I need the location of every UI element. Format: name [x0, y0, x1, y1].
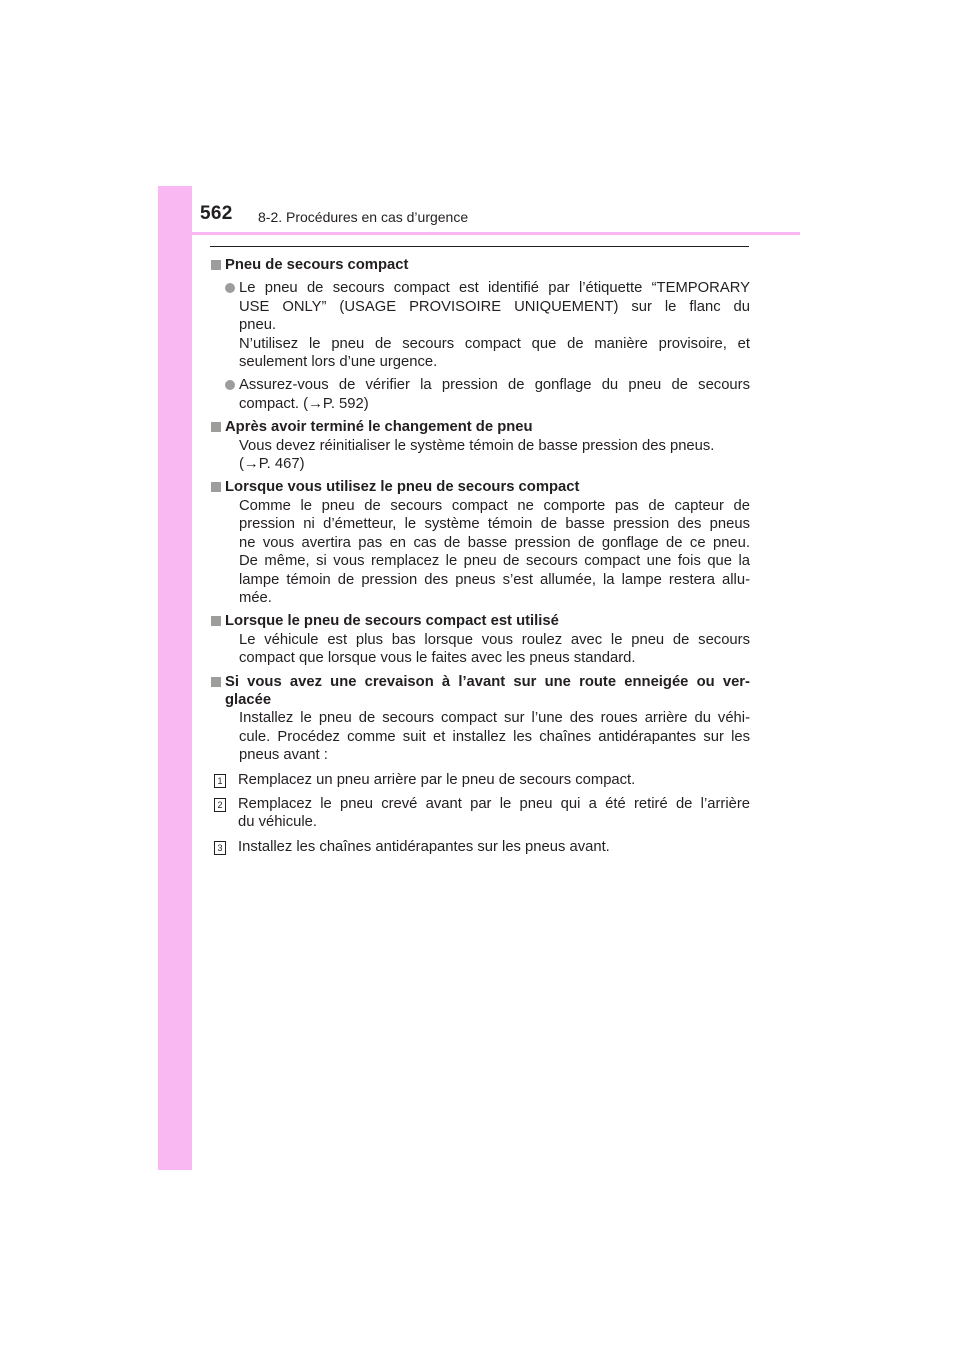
text-line: Le pneu de secours compact est identifié par l’étiquette “TEMPORARY: [239, 280, 750, 297]
text-line: Vous devez réinitialiser le système témoin de basse pression des pneus.: [239, 437, 715, 454]
heading-compact-spare: Pneu de secours compact: [210, 256, 750, 274]
text-line: glacée: [225, 691, 272, 708]
step-2: [210, 795, 750, 832]
text-line: Remplacez le pneu crevé avant par le pneu qui a été retiré de l’arrière: [238, 795, 750, 812]
text-line: ne vous avertira pas en cas de basse pression de gonflage de ce pneu.: [239, 534, 750, 551]
step-number-badge: 1: [214, 774, 226, 788]
circle-bullet-icon: [225, 380, 235, 390]
bullet-check-pressure: [210, 376, 750, 413]
text-line: compact que lorsque vous le faites avec les pneus standard.: [239, 650, 636, 667]
text-line: Installez le pneu de secours compact sur l’une des roues arrière du véhi-: [239, 710, 750, 727]
text-line: Installez les chaînes antidérapantes sur les pneus avant.: [238, 838, 610, 855]
circle-bullet-icon: [225, 283, 235, 293]
square-marker-icon: [211, 616, 221, 626]
text-line: lampe témoin de pression des pneus s’est allumée, la lampe restera allu-: [239, 571, 750, 588]
heading-after-tire-change: Après avoir terminé le changement de pneu: [210, 418, 750, 436]
text-line: (→P. 467): [239, 456, 305, 473]
square-marker-icon: [211, 677, 221, 687]
text-line: cule. Procédez comme suit et installez les chaînes antidérapantes sur les: [239, 728, 750, 745]
text-line: Remplacez un pneu arrière par le pneu de secours compact.: [238, 771, 636, 788]
text-line: compact. (→P. 592): [239, 395, 369, 412]
text-line: De même, si vous remplacez le pneu de secours compact une fois que la: [239, 553, 750, 570]
bullet-label-identification: [210, 279, 750, 371]
paragraph-reset-warning-system: [210, 437, 750, 474]
step-1: [210, 771, 750, 789]
text-line: N’utilisez le pneu de secours compact que de manière provisoire, et: [239, 335, 750, 352]
text-line: du véhicule.: [238, 814, 317, 831]
content-divider: [210, 246, 749, 247]
step-number-badge: 3: [214, 841, 226, 855]
heading-using-compact-spare: Lorsque vous utilisez le pneu de secours compact: [210, 478, 750, 496]
page-content: [210, 256, 750, 856]
section-title: 8-2. Procédures en cas d’urgence: [258, 209, 469, 225]
text-line: pneu.: [239, 317, 277, 334]
text-line: Si vous avez une crevaison à l’avant sur une route enneigée ou ver-: [225, 673, 750, 690]
step-number-badge: 2: [214, 798, 226, 812]
text-line: mée.: [239, 589, 272, 606]
step-3: [210, 838, 750, 856]
heading-front-puncture-snow: [210, 673, 750, 710]
text-line: USE ONLY” (USAGE PROVISOIRE UNIQUEMENT) sur le flanc du: [239, 298, 750, 315]
paragraph-install-spare-rear: [210, 709, 750, 764]
paragraph-vehicle-lower: [210, 631, 750, 668]
heading-compact-spare-in-use: Lorsque le pneu de secours compact est utilisé: [210, 612, 750, 630]
text-line: pression ni d’émetteur, le système témoin de basse pression des pneus: [239, 516, 750, 533]
header-rule: [192, 232, 800, 235]
side-tab-band: [158, 186, 192, 1170]
text-line: Le véhicule est plus bas lorsque vous roulez avec le pneu de secours: [239, 631, 750, 648]
square-marker-icon: [211, 422, 221, 432]
square-marker-icon: [211, 260, 221, 270]
paragraph-no-sensor: [210, 497, 750, 607]
text-line: Assurez-vous de vérifier la pression de gonflage du pneu de secours: [239, 377, 750, 394]
text-line: seulement lors d’une urgence.: [239, 354, 438, 371]
square-marker-icon: [211, 482, 221, 492]
page-number: 562: [200, 203, 233, 224]
text-line: Comme le pneu de secours compact ne comporte pas de capteur de: [239, 497, 750, 514]
text-line: pneus avant :: [239, 747, 328, 764]
